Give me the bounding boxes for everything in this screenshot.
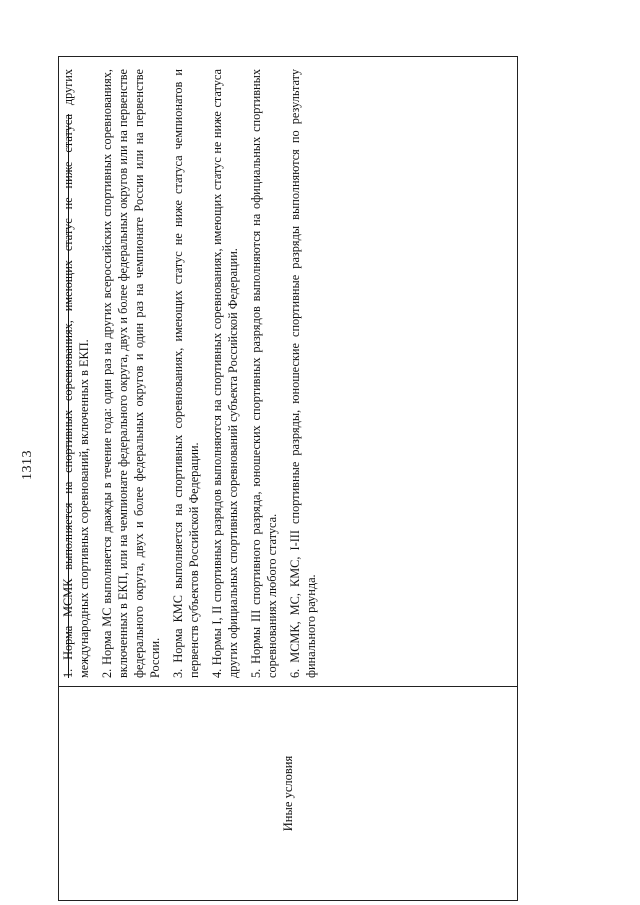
left-column-label: Иные условия xyxy=(280,755,295,832)
condition-item-1 xyxy=(60,69,92,678)
condition-item-3: 3. Норма КМС выполняется на спортивных соревнованиях, имеющих статус не ниже статуса чемпионатов и первенств субъектов Российской Федерации. xyxy=(171,69,201,678)
struck-text: 1. Норма МСМК выполняется на спортивных соревнованиях, имеющих статус не ниже статуса xyxy=(61,114,75,678)
table-right-cell xyxy=(60,69,326,678)
page-number: 1313 xyxy=(20,450,35,480)
item-text: других международных спортивных соревнований, включенных в ЕКП. xyxy=(61,69,91,678)
condition-item-5: 5. Нормы III спортивного разряда, юношеских спортивных разрядов выполняются на официальных спортивных соревнованиях любого статуса. xyxy=(249,69,279,678)
condition-item-6: 6. МСМК, МС, КМС, I-III спортивные разряды, юношеские спортивные разряды выполняются по результату финального раунда. xyxy=(288,69,318,678)
condition-item-4: 4. Нормы I, II спортивных разрядов выполняются на спортивных соревнованиях, имеющих статус не ниже статуса других официальных спортивных соревнований субъекта Российской Федерации. xyxy=(210,69,240,678)
table-left-cell xyxy=(59,687,517,900)
conditions-table xyxy=(58,56,518,901)
column-divider xyxy=(59,686,517,687)
condition-item-2: 2. Норма МС выполняется дважды в течение года: один раз на других всероссийских спортивных соревнованиях, включенных в ЕКП, или на чемпионате федерального округа, двух и более федеральных округов или на первенстве федерального округа, двух и более федеральных округов и один раз на чемпионате России или на первенстве России. xyxy=(100,69,162,678)
